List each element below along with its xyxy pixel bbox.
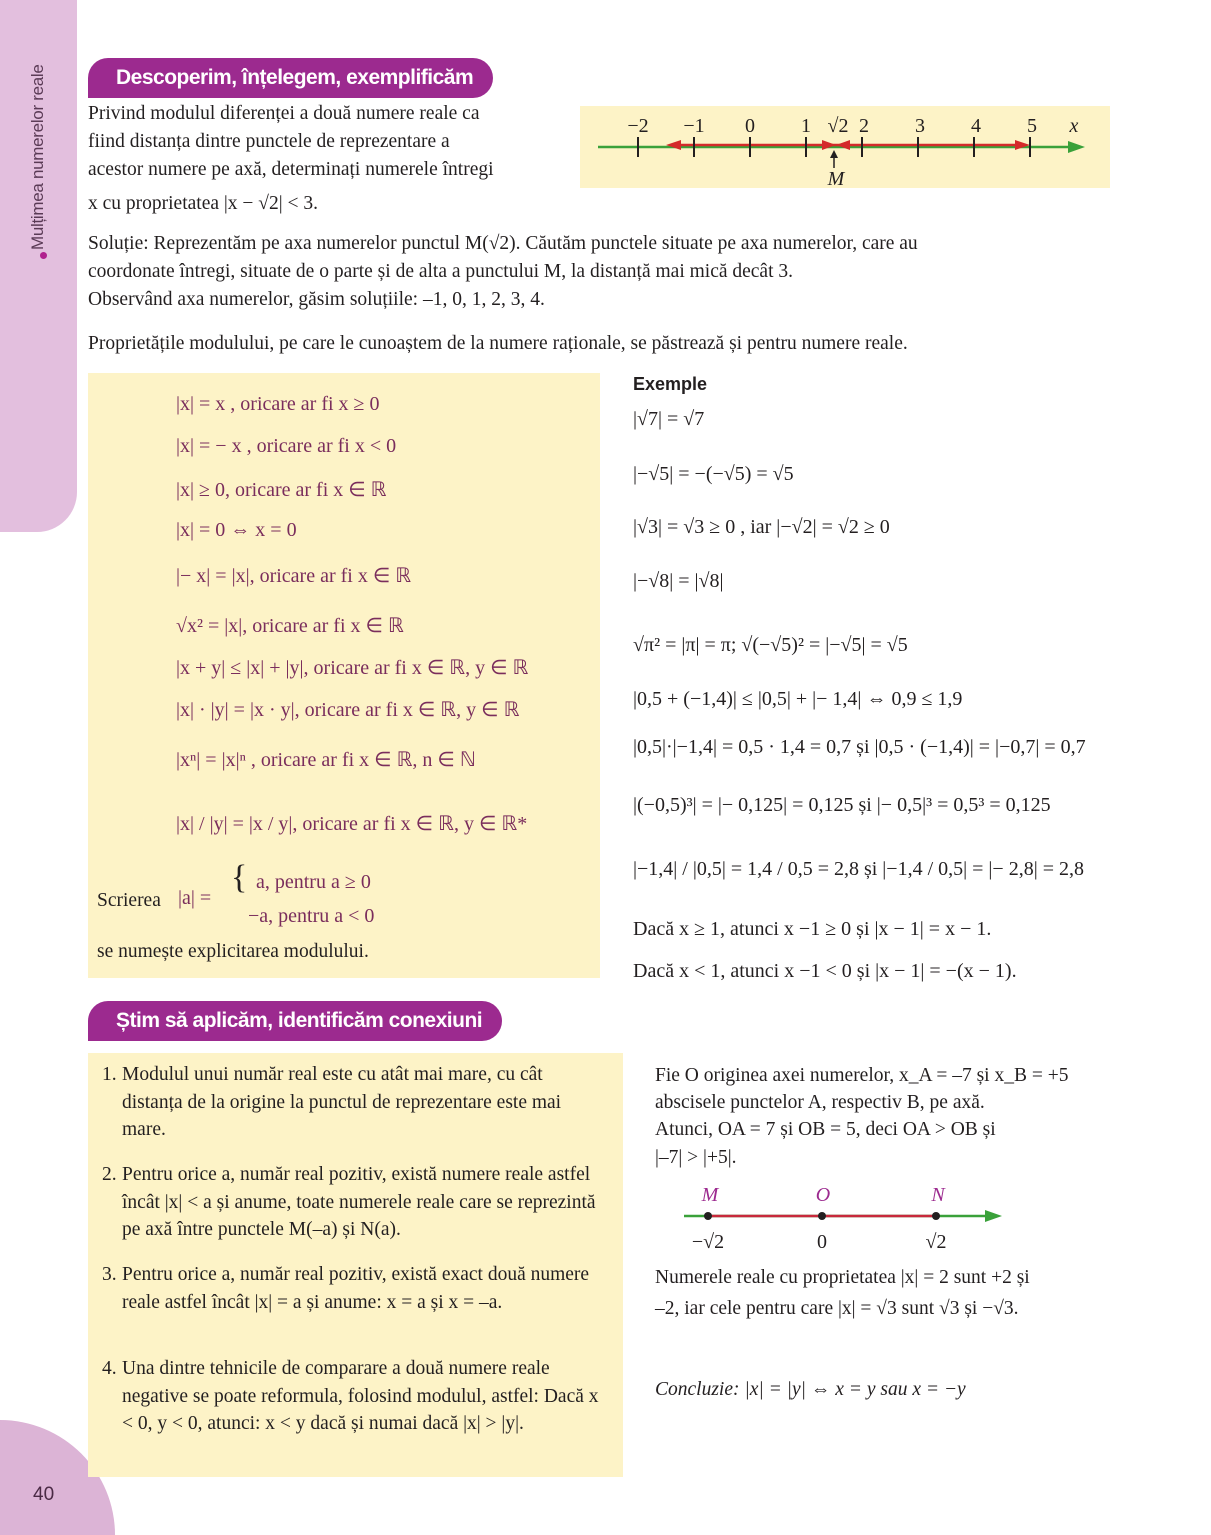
axis-arrow-icon [985, 1210, 1002, 1222]
solution-line: Observând axa numerelor, găsim soluțiile: –1, 0, 1, 2, 3, 4. [88, 289, 545, 310]
solution-line: Soluție: Reprezentăm pe axa numerelor punctul M(√2). Căutăm punctele situate pe axa numerelor, care au [88, 233, 918, 254]
tick-label: −1 [683, 115, 705, 137]
item-number: 1. [102, 1064, 117, 1085]
point-value: √2 [925, 1231, 947, 1253]
list-item [102, 1161, 602, 1244]
chapter-title: Mulțimea numerelor reale [28, 64, 47, 250]
property: |x + y| ≤ |x| + |y|, oricare ar fi x ∈ ℝ, y ∈ ℝ [176, 657, 529, 679]
axis-label: x [1069, 115, 1079, 137]
tick-label: √2 [827, 115, 849, 137]
tick-label: 0 [745, 115, 755, 137]
facts-box [88, 1053, 623, 1477]
inner-arrow-icon [836, 140, 850, 150]
tick-label: 4 [971, 115, 981, 137]
section-header-discover: Descoperim, înțelegem, exemplificăm [88, 58, 493, 98]
property: √x² = |x|, oricare ar fi x ∈ ℝ [176, 615, 404, 637]
intro-line: Privind modulul diferenței a două numere reale ca [88, 103, 480, 124]
example: |√7| = √7 [633, 408, 705, 430]
example: Dacă x ≥ 1, atunci x −1 ≥ 0 și |x − 1| = x − 1. [633, 918, 992, 940]
list-item [102, 1355, 602, 1438]
right-text: abscisele punctelor A, respectiv B, pe axă. [655, 1092, 985, 1113]
conclusion: Concluzie: |x| = |y| ⇔ x = y sau x = −y [655, 1379, 966, 1400]
right-text: Numerele reale cu proprietatea |x| = 2 sunt +2 și [655, 1267, 1030, 1288]
tick-label: 3 [915, 115, 925, 137]
example: |0,5|·|−1,4| = 0,5 · 1,4 = 0,7 și |0,5 · (−1,4)| = |−0,7| = 0,7 [633, 736, 1086, 758]
explicit-case: a, pentru a ≥ 0 [256, 871, 371, 893]
example: |(−0,5)³| = |− 0,125| = 0,125 și |− 0,5|³ = 0,5³ = 0,125 [633, 794, 1051, 816]
item-text: Modulul unui număr real este cu atât mai mare, cu cât distanța de la origine la punctul de reprezentare este mai mare. [122, 1064, 562, 1140]
intro-line: acestor numere pe axă, determinați numerele întregi [88, 159, 494, 180]
list-item [102, 1261, 602, 1316]
property: |x| · |y| = |x · y|, oricare ar fi x ∈ ℝ, y ∈ ℝ [176, 699, 520, 721]
point-label: N [931, 1184, 945, 1206]
right-arrow-icon [1015, 140, 1030, 150]
item-number: 2. [102, 1164, 117, 1185]
page-number: 40 [33, 1484, 55, 1505]
examples-title: Exemple [633, 374, 708, 394]
property: |− x| = |x|, oricare ar fi x ∈ ℝ [176, 565, 412, 587]
property: |x| ≥ 0, oricare ar fi x ∈ ℝ [176, 479, 387, 501]
tick-label: −2 [627, 115, 649, 137]
bullet-icon [40, 252, 47, 259]
explicit-label: Scrierea [97, 890, 161, 911]
point-label: M [827, 168, 845, 188]
property: |x| = x , oricare ar fi x ≥ 0 [176, 393, 380, 415]
point-label: M [701, 1184, 719, 1206]
point-label: O [815, 1184, 831, 1206]
intro-line: fiind distanța dintre punctele de reprezentare a [88, 131, 450, 152]
inner-arrow-icon [822, 140, 836, 150]
left-arrow-icon [666, 140, 681, 150]
example: |−1,4| / |0,5| = 1,4 / 0,5 = 2,8 și |−1,4 / 0,5| = |− 2,8| = 2,8 [633, 858, 1084, 880]
axis-arrow-icon [1068, 141, 1085, 153]
property: |x| = 0 ⇔ x = 0 [176, 519, 297, 541]
property: |xⁿ| = |x|ⁿ , oricare ar fi x ∈ ℝ, n ∈ ℕ [176, 749, 476, 771]
explicit-lhs: |a| = [178, 887, 212, 909]
properties-box [88, 373, 600, 978]
point-value: −√2 [691, 1231, 725, 1253]
solution-line: coordonate întregi, situate de o parte și de alta a punctului M, la distanță mai mică decât 3. [88, 261, 794, 282]
right-text: |–7| > |+5|. [655, 1147, 737, 1168]
point-marker-icon [830, 150, 838, 158]
explicit-conclusion: se numește explicitarea modulului. [97, 941, 369, 962]
point-value: 0 [817, 1231, 827, 1253]
example: Dacă x < 1, atunci x −1 < 0 și |x − 1| = −(x − 1). [633, 960, 1017, 982]
tick-label: 2 [859, 115, 869, 137]
example: |0,5 + (−1,4)| ≤ |0,5| + |− 1,4| ⇔ 0,9 ≤ 1,9 [633, 688, 963, 710]
example: |√3| = √3 ≥ 0 , iar |−√2| = √2 ≥ 0 [633, 516, 890, 538]
tick-label: 1 [801, 115, 811, 137]
item-text: Una dintre tehnicile de comparare a două numere reale negative se poate reformula, folosind modulul, astfel: Dacă x < 0, y < 0, atunci: x < y dacă și numai dacă |x| > |y|. [122, 1358, 599, 1434]
mon-axis-figure [680, 1178, 1010, 1258]
item-number: 3. [102, 1264, 117, 1285]
section-header-apply: Știm să aplicăm, identificăm conexiuni [88, 1001, 502, 1041]
right-text: Atunci, OA = 7 și OB = 5, deci OA > OB și [655, 1119, 996, 1140]
brace-icon: { [231, 859, 248, 896]
property: |x| = − x , oricare ar fi x < 0 [176, 435, 397, 457]
item-text: Pentru orice a, număr real pozitiv, există exact două numere reale astfel încât |x| = a și anume: x = a și x = –a. [122, 1264, 590, 1313]
example: |−√8| = |√8| [633, 570, 724, 592]
right-text: –2, iar cele pentru care |x| = √3 sunt √3 și −√3. [655, 1298, 1019, 1319]
intro-line: x cu proprietatea |x − √2| < 3. [88, 193, 319, 214]
right-text: Fie O originea axei numerelor, x_A = –7 și x_B = +5 [655, 1065, 1069, 1086]
explicit-case: −a, pentru a < 0 [248, 905, 375, 927]
list-item [102, 1061, 602, 1144]
example: √π² = |π| = π; √(−√5)² = |−√5| = √5 [633, 634, 908, 656]
tick-label: 5 [1027, 115, 1037, 137]
example: |−√5| = −(−√5) = √5 [633, 463, 794, 485]
item-number: 4. [102, 1358, 117, 1379]
item-text: Pentru orice a, număr real pozitiv, există numere reale astfel încât |x| < a și anume, toate numerele reale care se reprezintă pe axă între punctele M(–a) și N(a). [122, 1164, 596, 1240]
properties-intro: Proprietățile modulului, pe care le cunoaștem de la numere raționale, se păstrează și pentru numere reale. [88, 333, 908, 354]
number-line-svg [580, 106, 1110, 188]
number-line-figure [580, 106, 1110, 188]
property: |x| / |y| = |x / y|, oricare ar fi x ∈ ℝ, y ∈ ℝ* [176, 813, 528, 835]
